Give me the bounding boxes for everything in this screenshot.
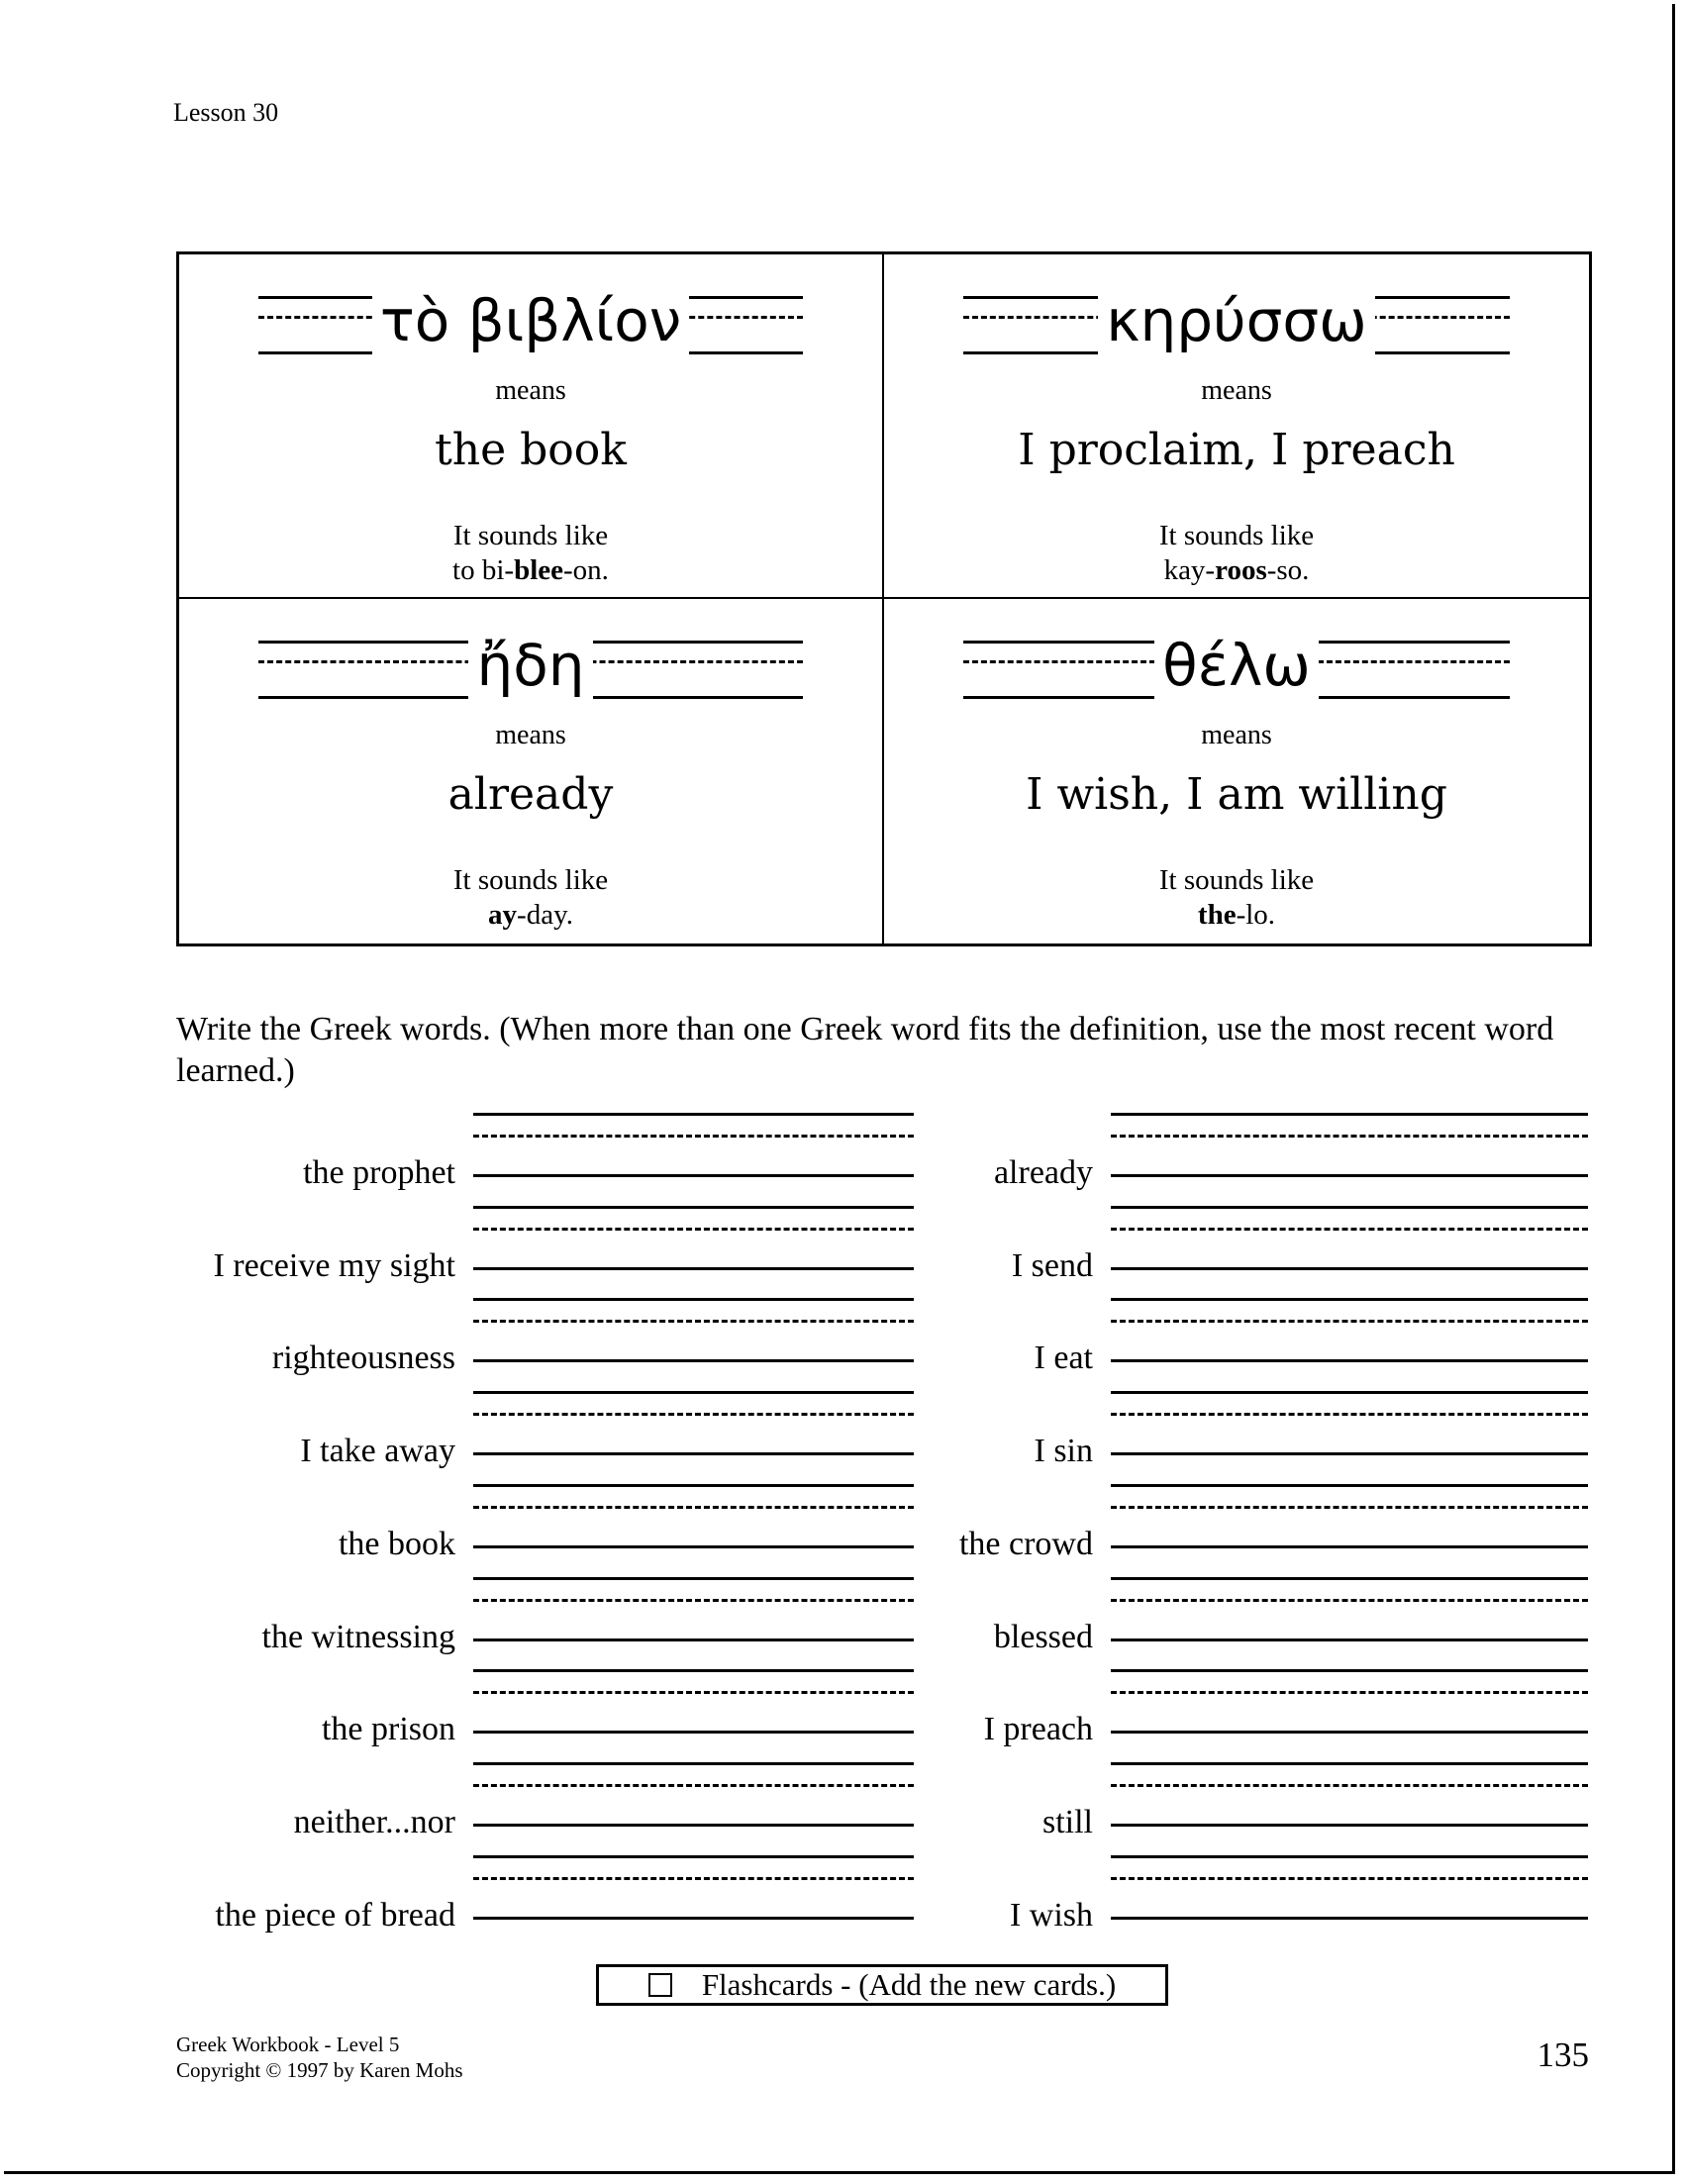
sounds-like-label: It sounds like: [452, 864, 609, 896]
writing-row[interactable]: [271, 1298, 914, 1391]
writing-row[interactable]: [338, 1484, 914, 1577]
pronunciation: kay-roos-so.: [1163, 554, 1310, 586]
guide-line: [473, 1413, 914, 1416]
guide-line: [473, 1320, 914, 1323]
guide-line: [1111, 1506, 1588, 1509]
guide-line: [1111, 1113, 1588, 1116]
greek-word: τὸ βιβλίον: [179, 288, 882, 353]
guide-line: [1111, 1691, 1588, 1694]
lesson-label: Lesson 30: [173, 98, 279, 127]
guide-line: [1111, 1206, 1588, 1209]
guide-line: [473, 1484, 914, 1487]
prompt-label: the prophet: [303, 1154, 455, 1191]
prompt-label: neither...nor: [293, 1804, 455, 1840]
prompt-label: I wish: [1009, 1897, 1093, 1934]
means-label: means: [495, 720, 566, 750]
sounds-like-label: It sounds like: [1158, 864, 1315, 896]
greek-word: ἤδη: [179, 633, 882, 698]
guide-line: [473, 1506, 914, 1509]
prompt-label: I send: [1011, 1247, 1093, 1284]
guide-line: [1111, 1824, 1588, 1827]
writing-row[interactable]: [1009, 1855, 1588, 1948]
pronunciation: to bi-blee-on.: [452, 554, 609, 586]
writing-row[interactable]: [293, 1762, 914, 1855]
prompt-label: the crowd: [958, 1526, 1093, 1562]
prompt-label: the prison: [321, 1711, 455, 1747]
guide-line: [1111, 1484, 1588, 1487]
guide-line: [1111, 1452, 1588, 1455]
writing-row[interactable]: [1034, 1298, 1588, 1391]
writing-row[interactable]: [1041, 1762, 1588, 1855]
guide-line: [1111, 1638, 1588, 1641]
english-meaning: I proclaim, I preach: [1018, 425, 1455, 475]
guide-line: [473, 1762, 914, 1765]
guide-line: [473, 1298, 914, 1301]
guide-line: [1111, 1359, 1588, 1362]
writing-row[interactable]: [303, 1113, 914, 1206]
instructions: Write the Greek words. (When more than one Greek word fits the definition, use the most recent word learned.): [176, 1011, 1554, 1089]
guide-line: [473, 1824, 914, 1827]
means-label: means: [495, 375, 566, 406]
prompt-label: I eat: [1034, 1340, 1093, 1376]
greek-word: θέλω: [884, 633, 1589, 698]
copyright: Copyright © 1997 by Karen Mohs: [176, 2058, 463, 2082]
footer: [176, 2032, 463, 2083]
guide-line: [473, 1206, 914, 1209]
writing-row[interactable]: [261, 1577, 914, 1670]
guide-line: [473, 1669, 914, 1672]
guide-line: [473, 1174, 914, 1177]
prompt-label: blessed: [993, 1619, 1093, 1655]
guide-line: [473, 1784, 914, 1787]
guide-line: [473, 1877, 914, 1880]
workbook-title: Greek Workbook - Level 5: [176, 2033, 400, 2056]
guide-line: [473, 1638, 914, 1641]
vocab-card: [884, 599, 1589, 943]
means-label: means: [1201, 375, 1272, 406]
means-label: means: [1201, 720, 1272, 750]
guide-line: [1111, 1784, 1588, 1787]
guide-line: [1111, 1267, 1588, 1270]
guide-line: [1111, 1599, 1588, 1602]
guide-line: [473, 1577, 914, 1580]
guide-line: [1111, 1577, 1588, 1580]
prompt-label: the book: [338, 1526, 455, 1562]
guide-line: [473, 1267, 914, 1270]
guide-line: [473, 1359, 914, 1362]
guide-line: [1111, 1731, 1588, 1734]
prompt-label: righteousness: [271, 1340, 455, 1376]
guide-line: [1111, 1545, 1588, 1548]
guide-line: [1111, 1917, 1588, 1920]
english-meaning: the book: [435, 425, 627, 475]
pronunciation: ay-day.: [488, 899, 573, 931]
writing-row[interactable]: [1011, 1206, 1588, 1299]
writing-row[interactable]: [993, 1113, 1588, 1206]
writing-row[interactable]: [300, 1391, 914, 1484]
guide-line: [473, 1452, 914, 1455]
greek-word: κηρύσσω: [884, 288, 1589, 353]
guide-line: [473, 1545, 914, 1548]
guide-line: [1111, 1391, 1588, 1394]
writing-row[interactable]: [213, 1206, 914, 1299]
guide-line: [1111, 1877, 1588, 1880]
prompt-label: still: [1041, 1804, 1093, 1840]
guide-line: [473, 1855, 914, 1858]
guide-line: [1111, 1228, 1588, 1231]
writing-row[interactable]: [993, 1577, 1588, 1670]
vocab-card: [884, 254, 1589, 599]
writing-row[interactable]: [321, 1669, 914, 1762]
guide-line: [473, 1391, 914, 1394]
prompt-label: I sin: [1034, 1433, 1093, 1469]
guide-line: [1111, 1669, 1588, 1672]
prompt-label: already: [993, 1154, 1093, 1191]
writing-row[interactable]: [1034, 1391, 1588, 1484]
english-meaning: I wish, I am willing: [1026, 769, 1447, 820]
guide-line: [1111, 1762, 1588, 1765]
prompt-label: the piece of bread: [215, 1897, 455, 1934]
flashcards-task: [596, 1964, 1168, 2006]
guide-line: [1111, 1174, 1588, 1177]
guide-line: [473, 1731, 914, 1734]
sounds-like-label: It sounds like: [1158, 520, 1315, 551]
writing-row[interactable]: [983, 1669, 1588, 1762]
page-number: 135: [1536, 2035, 1589, 2074]
guide-line: [473, 1691, 914, 1694]
guide-line: [473, 1228, 914, 1231]
guide-line: [1111, 1855, 1588, 1858]
flashcards-label: Flashcards - (Add the new cards.): [701, 1967, 1117, 2002]
sounds-like-label: It sounds like: [452, 520, 609, 551]
writing-row[interactable]: [958, 1484, 1588, 1577]
prompt-label: I preach: [983, 1711, 1093, 1747]
vocab-card: [179, 599, 884, 943]
prompt-label: the witnessing: [261, 1619, 455, 1655]
guide-line: [1111, 1135, 1588, 1138]
guide-line: [473, 1599, 914, 1602]
guide-line: [473, 1917, 914, 1920]
guide-line: [1111, 1413, 1588, 1416]
guide-line: [473, 1113, 914, 1116]
english-meaning: already: [447, 769, 614, 820]
guide-line: [1111, 1298, 1588, 1301]
prompt-label: I receive my sight: [213, 1247, 455, 1284]
flashcards-checkbox[interactable]: [648, 1973, 672, 1997]
workbook-page: [4, 4, 1675, 2174]
guide-line: [473, 1135, 914, 1138]
writing-row[interactable]: [215, 1855, 914, 1948]
guide-line: [1111, 1320, 1588, 1323]
prompt-label: I take away: [300, 1433, 455, 1469]
pronunciation: the-lo.: [1197, 899, 1276, 931]
vocab-card: [179, 254, 884, 599]
vocabulary-cards: [176, 251, 1592, 946]
